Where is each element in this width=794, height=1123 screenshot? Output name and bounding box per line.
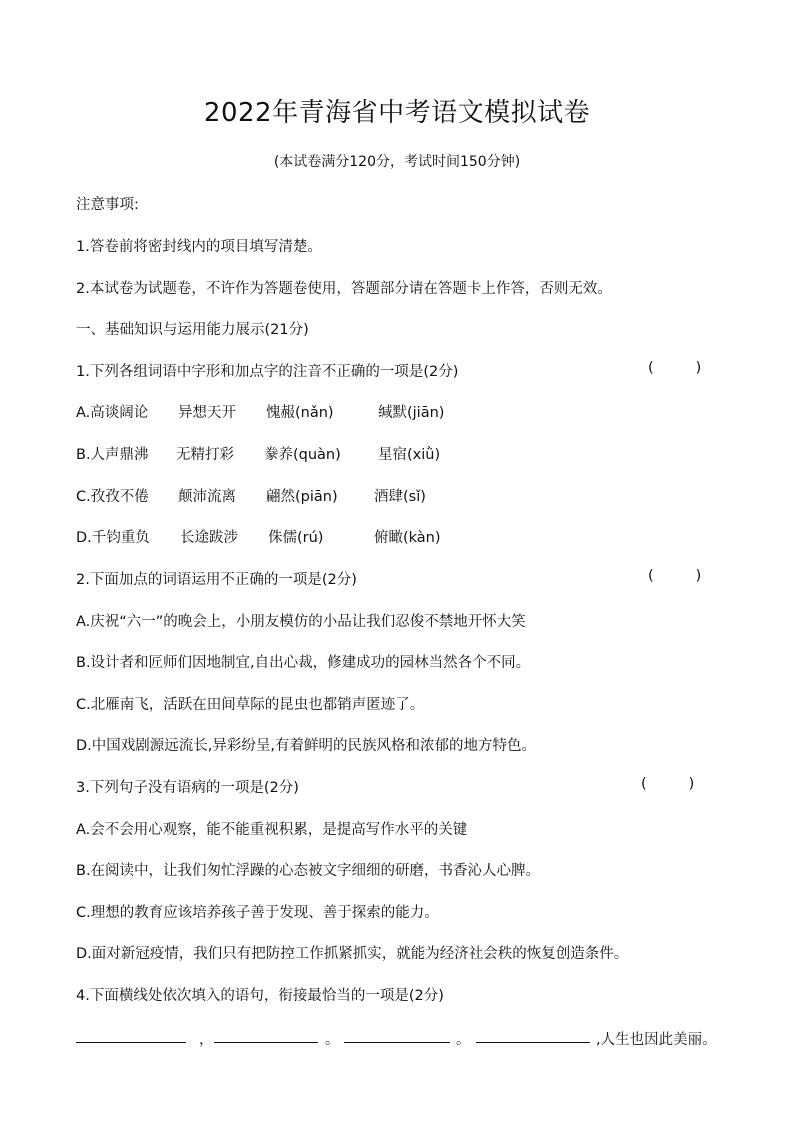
notice-heading: 注意事项: — [76, 197, 139, 213]
option-sentence: C.北雁南飞，活跃在田间草际的昆虫也都销声匿迹了。 — [76, 697, 425, 713]
option-word: C.孜孜不倦 — [76, 489, 149, 505]
option-sentence: A.会不会用心观察，能不能重视积累，是提高写作水平的关键 — [76, 822, 468, 838]
option-sentence: B.设计者和匠师们因地制宜,自出心裁，修建成功的园林当然各个不同。 — [76, 655, 531, 671]
blank-separator: ， — [199, 1032, 214, 1048]
option-word: D.千钧重负 — [76, 530, 150, 546]
question-stem: 3.下列句子没有语病的一项是(2分) — [76, 780, 299, 796]
option-word: 翩然(piān) — [266, 489, 338, 505]
fill-in-blank[interactable] — [476, 1024, 590, 1043]
blank-separator: 。 — [456, 1032, 471, 1048]
notice-item: 1.答卷前将密封线内的项目填写清楚。 — [76, 239, 322, 255]
blank-separator: 。 — [325, 1032, 340, 1048]
option-word: 愧赧(nǎn) — [266, 405, 334, 421]
answer-parentheses: ( ) — [641, 776, 695, 792]
fill-in-blank[interactable] — [76, 1024, 186, 1043]
option-word: 星宿(xiǜ) — [378, 447, 441, 463]
fill-in-blank[interactable] — [344, 1024, 450, 1043]
option-word: A.高谈阔论 — [76, 405, 149, 421]
option-word: 酒肆(sǐ) — [374, 489, 426, 505]
option-sentence: C.理想的教育应该培养孩子善于发现、善于探索的能力。 — [76, 905, 439, 921]
option-word: 异想天开 — [178, 405, 236, 421]
option-word: 侏儒(rú) — [268, 530, 324, 546]
fill-in-blank[interactable] — [214, 1024, 318, 1043]
option-word: 无精打彩 — [176, 447, 234, 463]
option-sentence: B.在阅读中，让我们匆忙浮躁的心态被文字细细的研磨，书香沁人心脾。 — [76, 863, 541, 879]
option-word: 俯瞰(kàn) — [374, 530, 441, 546]
option-sentence: D.面对新冠疫情，我们只有把防控工作抓紧抓实，就能为经济社会秩的恢复创造条件。 — [76, 946, 629, 962]
option-word: 豢养(quàn) — [264, 447, 341, 463]
option-word: B.人声鼎沸 — [76, 447, 149, 463]
page-title: 2022年青海省中考语文模拟试卷 — [203, 98, 591, 128]
option-word: 缄默(jiān) — [378, 405, 445, 421]
answer-parentheses: ( ) — [648, 568, 702, 584]
section-heading: 一、基础知识与运用能力展示(21分) — [76, 322, 309, 338]
answer-parentheses: ( ) — [648, 360, 702, 376]
blank-separator: ,人生也因此美丽。 — [596, 1032, 717, 1048]
notice-item: 2.本试卷为试题卷，不许作为答题卷使用，答题部分请在答题卡上作答，否则无效。 — [76, 281, 612, 297]
question-stem: 2.下面加点的词语运用不正确的一项是(2分) — [76, 572, 357, 588]
option-sentence: D.中国戏剧源远流长,异彩纷呈,有着鲜明的民族风格和浓郁的地方特色。 — [76, 738, 536, 754]
option-sentence: A.庆祝“六一”的晚会上，小朋友模仿的小品让我们忍俊不禁地开怀大笑 — [76, 614, 526, 630]
option-word: 颠沛流离 — [178, 489, 236, 505]
question-stem: 4.下面横线处依次填入的语句，衔接最恰当的一项是(2分) — [76, 988, 444, 1004]
option-word: 长途跋涉 — [180, 530, 238, 546]
question-stem: 1.下列各组词语中字形和加点字的注音不正确的一项是(2分) — [76, 364, 459, 380]
exam-subtitle: (本试卷满分120分，考试时间150分钟) — [273, 154, 521, 170]
